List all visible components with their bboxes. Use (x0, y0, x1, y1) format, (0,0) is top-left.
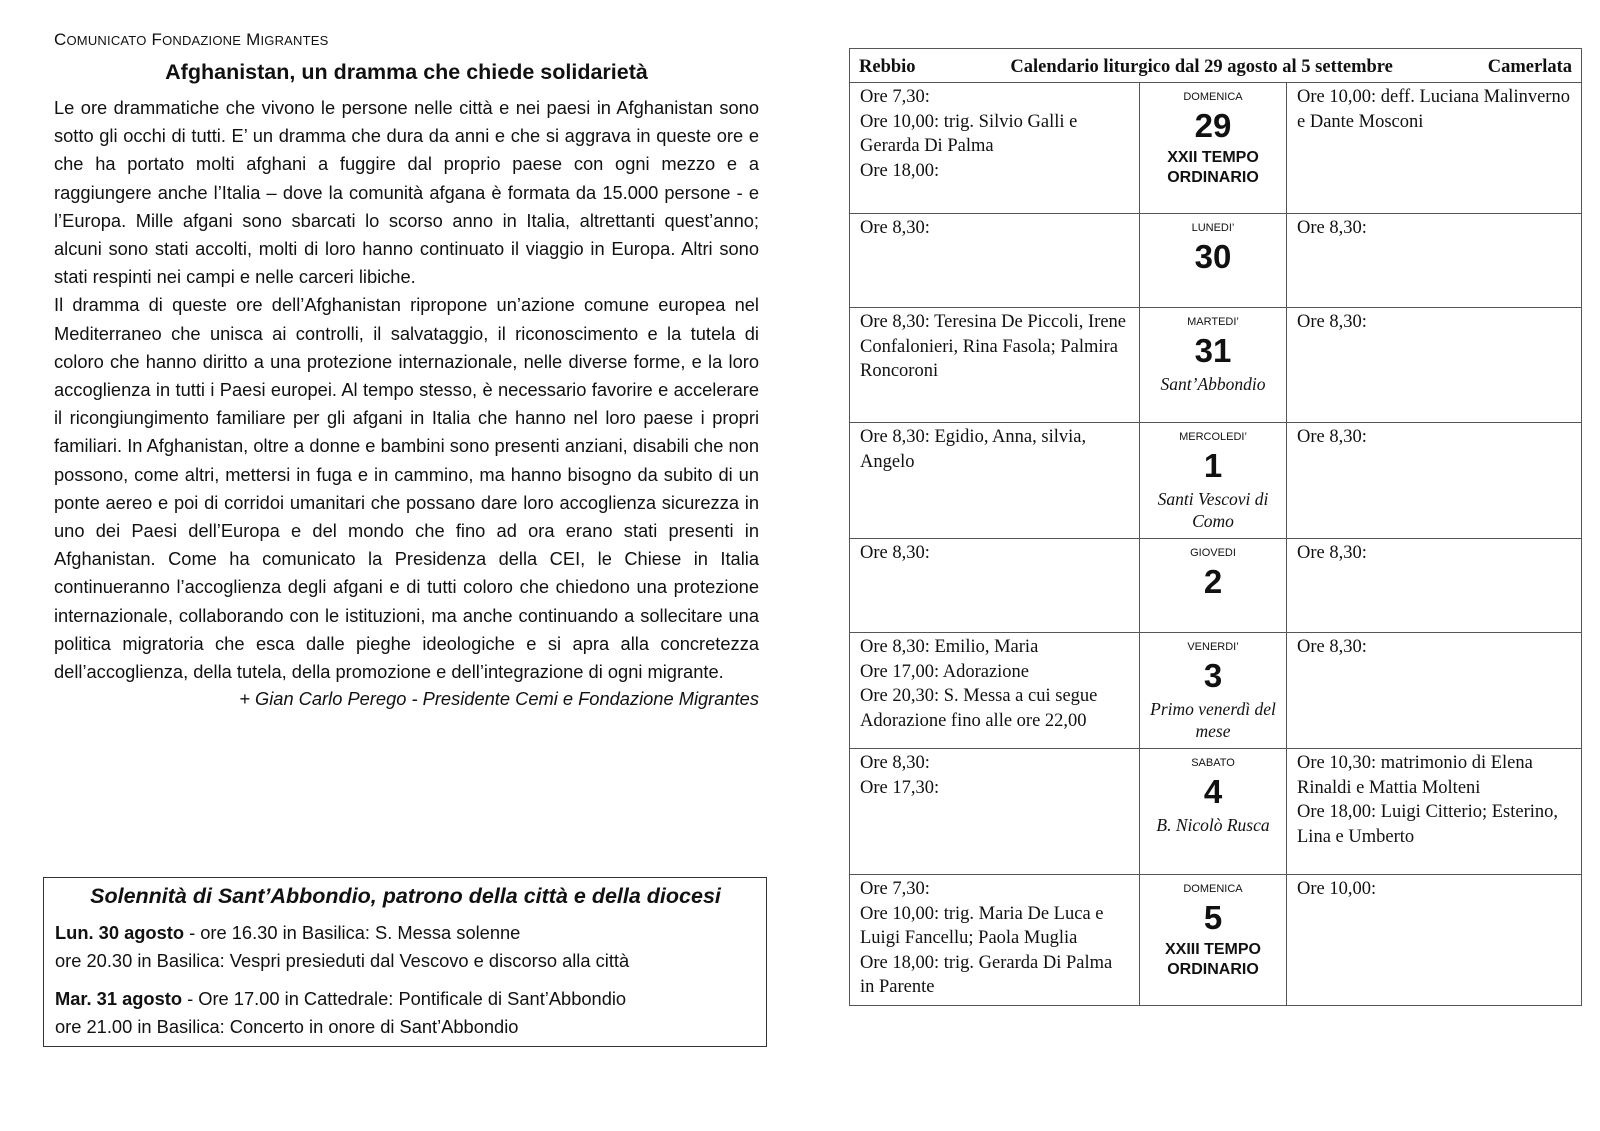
weekday: VENERDI’ (1187, 641, 1239, 653)
rebbio-mass-entry: Ore 20,30: S. Messa a cui segue Adorazione fino alle ore 22,00 (860, 686, 1098, 731)
article (54, 30, 759, 712)
rebbio-mass-entry: Ore 8,30: (860, 218, 930, 238)
liturgical-calendar (849, 48, 1581, 1006)
rebbio-masses (850, 423, 1140, 539)
feast-box-line (55, 919, 756, 947)
camerlata-masses (1287, 539, 1582, 633)
calendar-day-row (850, 83, 1582, 214)
camerlata-mass-entry: Ore 8,30: (1297, 427, 1367, 447)
feast-box-line (55, 985, 756, 1013)
camerlata-mass-entry: Ore 10,00: (1297, 879, 1377, 899)
camerlata-masses (1287, 875, 1582, 1006)
calendar-day-row (850, 539, 1582, 633)
liturgical-occasion: Primo venerdì del mese (1150, 699, 1276, 741)
rebbio-masses (850, 749, 1140, 875)
calendar-day-row (850, 749, 1582, 875)
rebbio-mass-entry: Ore 10,00: trig. Maria De Luca e Luigi Fancellu; Paola Muglia (860, 903, 1104, 948)
rebbio-masses (850, 83, 1140, 214)
rebbio-mass-entry: Ore 18,00: trig. Gerarda Di Palma in Parente (860, 952, 1113, 997)
calendar-header-rebbio: Rebbio (859, 57, 916, 77)
day-cell (1140, 875, 1287, 1006)
article-paragraph: Le ore drammatiche che vivono le persone nelle città e nei paesi in Afghanistan sono sotto gli occhi di tutti. E’ un dramma che dura da anni e che si aggrava in queste ore e che ha portato molti afghani a fuggire dal proprio paese con ogni mezzo e a raggiungere anche l’Italia – dove la comunità afgana è formata da 15.000 persone - e l’Europa. Mille afgani sono sbarcati lo scorso anno in Italia, altrettanti quest’anno; alcuni sono stati accolti, molti di loro hanno continuato il viaggio in Europa. Altri sono stati respinti nei campi e nelle carceri libiche. (54, 97, 759, 288)
calendar-day-row (850, 214, 1582, 308)
weekday: DOMENICA (1183, 91, 1243, 103)
feast-day-label: Mar. 31 agosto (55, 988, 182, 1009)
weekday: DOMENICA (1183, 883, 1243, 895)
article-kicker: COMUNICATO FONDAZIONE MIGRANTES (54, 30, 329, 49)
day-number: 5 (1203, 899, 1223, 936)
feast-box-title: Solennità di Sant’Abbondio, patrono della città e della diocesi (90, 884, 721, 908)
feast-box (43, 877, 767, 1047)
weekday: GIOVEDI (1190, 547, 1236, 559)
day-number: 29 (1194, 107, 1232, 144)
rebbio-mass-entry: Ore 8,30: (860, 543, 930, 563)
weekday: MARTEDI’ (1187, 316, 1239, 328)
rebbio-mass-entry: Ore 8,30: Teresina De Piccoli, Irene Confalonieri, Rina Fasola; Palmira Roncoroni (860, 312, 1127, 381)
camerlata-mass-entry: Ore 10,30: matrimonio di Elena Rinaldi e Mattia Molteni (1297, 753, 1533, 798)
camerlata-masses (1287, 749, 1582, 875)
rebbio-masses (850, 214, 1140, 308)
calendar-body (850, 83, 1582, 1006)
rebbio-masses (850, 875, 1140, 1006)
rebbio-masses (850, 539, 1140, 633)
day-number: 30 (1194, 238, 1232, 275)
day-cell (1140, 83, 1287, 214)
calendar-header-camerlata: Camerlata (1487, 57, 1573, 77)
camerlata-mass-entry: Ore 10,00: deff. Luciana Malinverno e Dante Mosconi (1297, 87, 1570, 132)
rebbio-mass-entry: Ore 8,30: Emilio, Maria (860, 637, 1039, 657)
day-cell (1140, 633, 1287, 749)
calendar-table (849, 48, 1582, 1006)
day-cell (1140, 308, 1287, 423)
feast-day-text: - Ore 17.00 in Cattedrale: Pontificale di Sant’Abbondio (182, 988, 627, 1009)
camerlata-masses (1287, 308, 1582, 423)
weekday: MERCOLEDI’ (1179, 431, 1247, 443)
liturgical-occasion: XXIII TEMPO ORDINARIO (1164, 941, 1261, 978)
day-number: 31 (1194, 332, 1232, 369)
weekday: SABATO (1191, 757, 1235, 769)
weekday: LUNEDI’ (1191, 222, 1235, 234)
liturgical-occasion: XXII TEMPO ORDINARIO (1167, 149, 1259, 186)
rebbio-mass-entry: Ore 7,30: (860, 879, 930, 899)
day-cell (1140, 423, 1287, 539)
rebbio-mass-entry: Ore 17,00: Adorazione (860, 661, 1030, 682)
camerlata-mass-entry: Ore 18,00: Luigi Citterio; Esterino, Lina e Umberto (1297, 802, 1559, 847)
camerlata-mass-entry: Ore 8,30: (1297, 312, 1367, 332)
day-cell (1140, 539, 1287, 633)
day-number: 3 (1203, 657, 1223, 694)
day-number: 1 (1203, 447, 1223, 484)
feast-day-label: Lun. 30 agosto (55, 922, 184, 943)
day-cell (1140, 214, 1287, 308)
camerlata-masses (1287, 214, 1582, 308)
feast-day-text: - ore 16.30 in Basilica: S. Messa solenne (184, 922, 521, 943)
calendar-day-row (850, 633, 1582, 749)
liturgical-occasion: Santi Vescovi di Como (1157, 489, 1269, 531)
rebbio-mass-entry: Ore 17,30: (860, 777, 940, 798)
day-cell (1140, 749, 1287, 875)
liturgical-occasion: B. Nicolò Rusca (1156, 815, 1270, 835)
liturgical-occasion: Sant’Abbondio (1160, 374, 1266, 394)
camerlata-masses (1287, 423, 1582, 539)
camerlata-mass-entry: Ore 8,30: (1297, 218, 1367, 238)
feast-box-line: ore 21.00 in Basilica: Concerto in onore di Sant’Abbondio (55, 1016, 519, 1037)
article-body (54, 94, 759, 686)
camerlata-mass-entry: Ore 8,30: (1297, 543, 1367, 563)
rebbio-mass-entry: Ore 8,30: (860, 753, 930, 773)
calendar-header-row (850, 49, 1582, 83)
calendar-header-title: Calendario liturgico dal 29 agosto al 5 settembre (1010, 57, 1393, 77)
rebbio-mass-entry: Ore 7,30: (860, 87, 930, 107)
rebbio-mass-entry: Ore 8,30: Egidio, Anna, silvia, Angelo (860, 427, 1087, 472)
article-title: Afghanistan, un dramma che chiede solidarietà (165, 60, 648, 84)
camerlata-mass-entry: Ore 8,30: (1297, 637, 1367, 657)
rebbio-masses (850, 633, 1140, 749)
calendar-header (850, 49, 1582, 83)
calendar-day-row (850, 875, 1582, 1006)
day-number: 4 (1203, 773, 1223, 810)
camerlata-masses (1287, 633, 1582, 749)
day-number: 2 (1203, 563, 1223, 600)
article-paragraph: Il dramma di queste ore dell’Afghanistan ripropone un’azione comune europea nel Mediterraneo che unisca ai controlli, il salvataggio, il riconoscimento e la tutela di coloro che hanno diritto a una protezione internazionale, nelle diverse forme, e la loro accoglienza in tutti i Paesi europei. Al tempo stesso, è necessario favorire e accelerare il ricongiungimento familiare per gli afgani in Italia che hanno nel loro paese i propri familiari. In Afghanistan, oltre a donne e bambini sono presenti anziani, disabili che non possono, come altri, mettersi in fuga e in cammino, ma hanno bisogno da subito di un ponte aereo e poi di corridoi umanitari che possano dare loro accoglienza sicurezza in uno dei Paesi dell’Europa e del mondo che fino ad ora erano stati presenti in Afghanistan. Come ha comunicato la Presidenza della CEI, le Chiese in Italia continueranno l’accoglienza degli afgani e di tutti coloro che chiedono una protezione internazionale, collaborando con le istituzioni, ma anche continuando a sollecitare una politica migratoria che esca dalle pieghe ideologiche e si apra alla concretezza dell’accoglienza, della tutela, della promozione e dell’integrazione di ogni migrante. (54, 294, 759, 683)
rebbio-mass-entry: Ore 18,00: (860, 160, 940, 181)
calendar-day-row (850, 423, 1582, 539)
rebbio-mass-entry: Ore 10,00: trig. Silvio Galli e Gerarda Di Palma (860, 111, 1078, 156)
rebbio-masses (850, 308, 1140, 423)
feast-box-line: ore 20.30 in Basilica: Vespri presieduti dal Vescovo e discorso alla città (55, 950, 630, 971)
camerlata-masses (1287, 83, 1582, 214)
article-signature: + Gian Carlo Perego - Presidente Cemi e Fondazione Migrantes (239, 688, 759, 710)
calendar-day-row (850, 308, 1582, 423)
